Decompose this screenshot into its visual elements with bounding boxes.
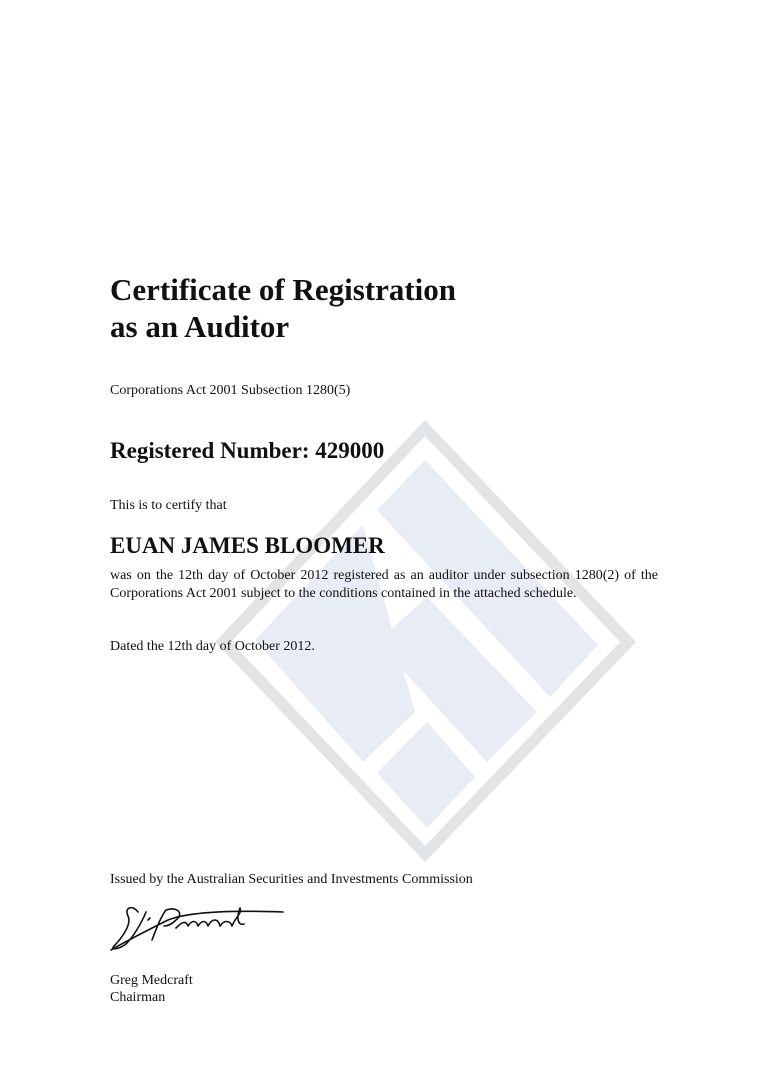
signatory-title: Chairman — [110, 990, 166, 1005]
registration-statement: was on the 12th day of October 2012 registered as an auditor under subsection 1280(2) of the Corporations Act 2001 subject to the conditions contained in the attached schedule. — [110, 568, 658, 601]
registered-number: Registered Number: 429000 — [110, 438, 385, 463]
act-reference: Corporations Act 2001 Subsection 1280(5) — [110, 383, 351, 398]
registrant-name: EUAN JAMES BLOOMER — [110, 533, 385, 558]
issued-by: Issued by the Australian Securities and Investments Commission — [110, 872, 473, 887]
signatory-name: Greg Medcraft — [110, 973, 193, 988]
certify-intro: This is to certify that — [110, 498, 227, 513]
certificate-title-line1: Certificate of Registration — [110, 272, 457, 307]
dated-line: Dated the 12th day of October 2012. — [110, 639, 315, 654]
certificate-title-line2: as an Auditor — [110, 309, 290, 344]
signature-image — [108, 900, 308, 952]
